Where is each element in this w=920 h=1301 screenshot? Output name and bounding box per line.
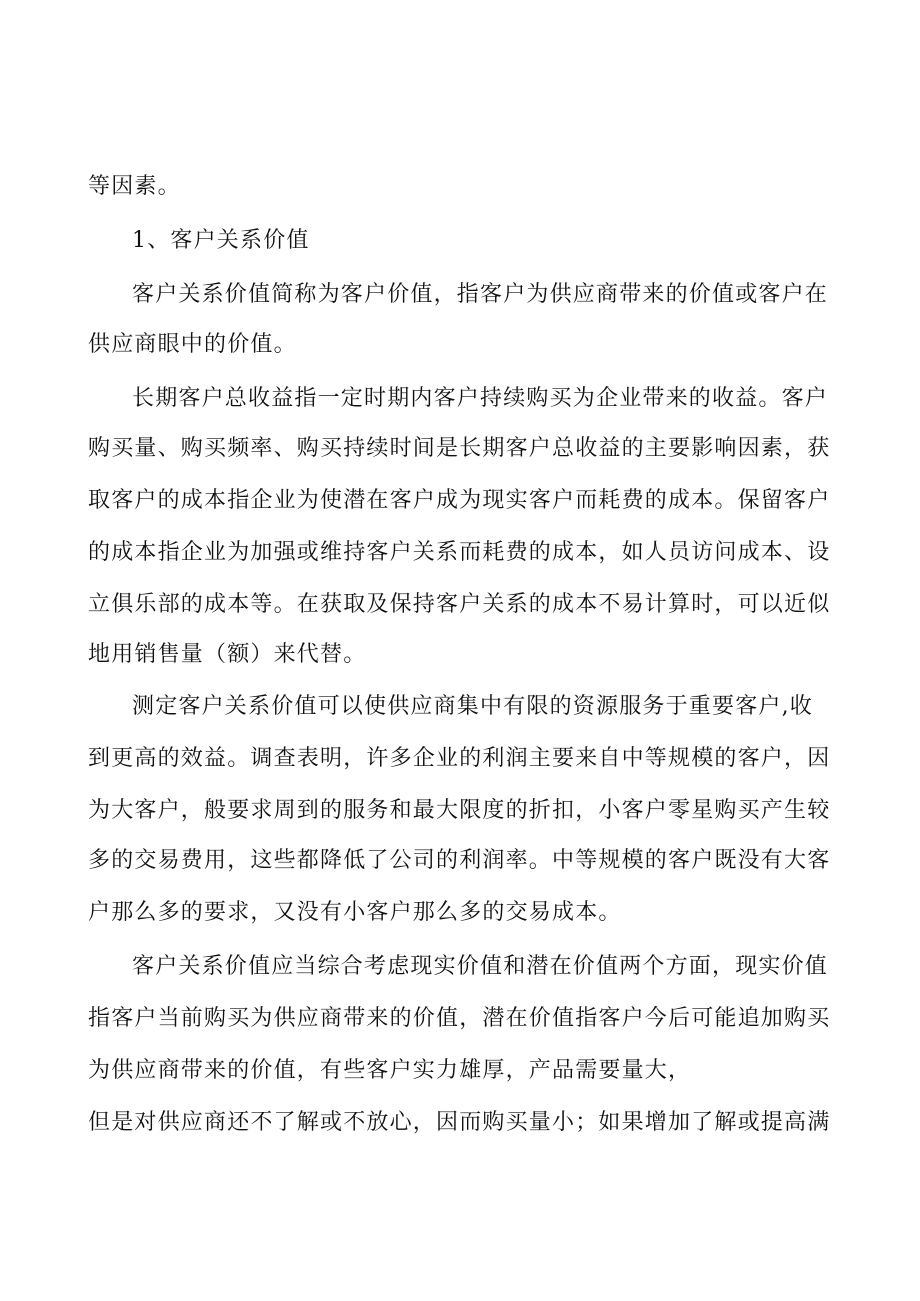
text-line: 取客户的成本指企业为使潜在客户成为现实客户而耗费的成本。保留客户	[88, 488, 831, 513]
text-line: 的成本指企业为加强或维持客户关系而耗费的成本，如人员访问成本、设	[88, 540, 831, 565]
text-line: 客户关系价值简称为客户价值，指客户为供应商带来的价值或客户在	[132, 282, 829, 307]
text-line: 等因素。	[88, 174, 181, 199]
text-line: 供应商眼中的价值。	[88, 332, 297, 357]
text-line: 购买量、购买频率、购买持续时间是长期客户总收益的主要影响因素，获	[88, 436, 831, 461]
text-line: 地用销售量（额）来代替。	[88, 642, 367, 667]
text-line: 指客户当前购买为供应商带来的价值，潜在价值指客户今后可能追加购买	[88, 1006, 831, 1031]
text-line: 到更高的效益。调查表明，许多企业的利润主要来自中等规模的客户，因	[88, 746, 831, 771]
text-line: 立俱乐部的成本等。在获取及保持客户关系的成本不易计算时，可以近似	[88, 592, 831, 617]
text-line: 为供应商带来的价值，有些客户实力雄厚，产品需要量大，	[88, 1058, 692, 1083]
text-line: 为大客户，般要求周到的服务和最大限度的折扣，小客户零星购买产生较	[88, 798, 831, 823]
text-line: 长期客户总收益指一定时期内客户持续购买为企业带来的收益。客户	[132, 386, 829, 411]
text-line: 测定客户关系价值可以使供应商集中有限的资源服务于重要客户,收	[132, 694, 813, 719]
text-line: 户那么多的要求，又没有小客户那么多的交易成本。	[88, 900, 622, 925]
section-heading: 1、客户关系价值	[132, 228, 310, 253]
text-line: 多的交易费用，这些都降低了公司的利润率。中等规模的客户既没有大客	[88, 848, 831, 873]
text-line: 但是对供应商还不了解或不放心，因而购买量小；如果增加了解或提高满	[88, 1110, 831, 1135]
text-line: 客户关系价值应当综合考虑现实价值和潜在价值两个方面，现实价值	[132, 954, 829, 979]
